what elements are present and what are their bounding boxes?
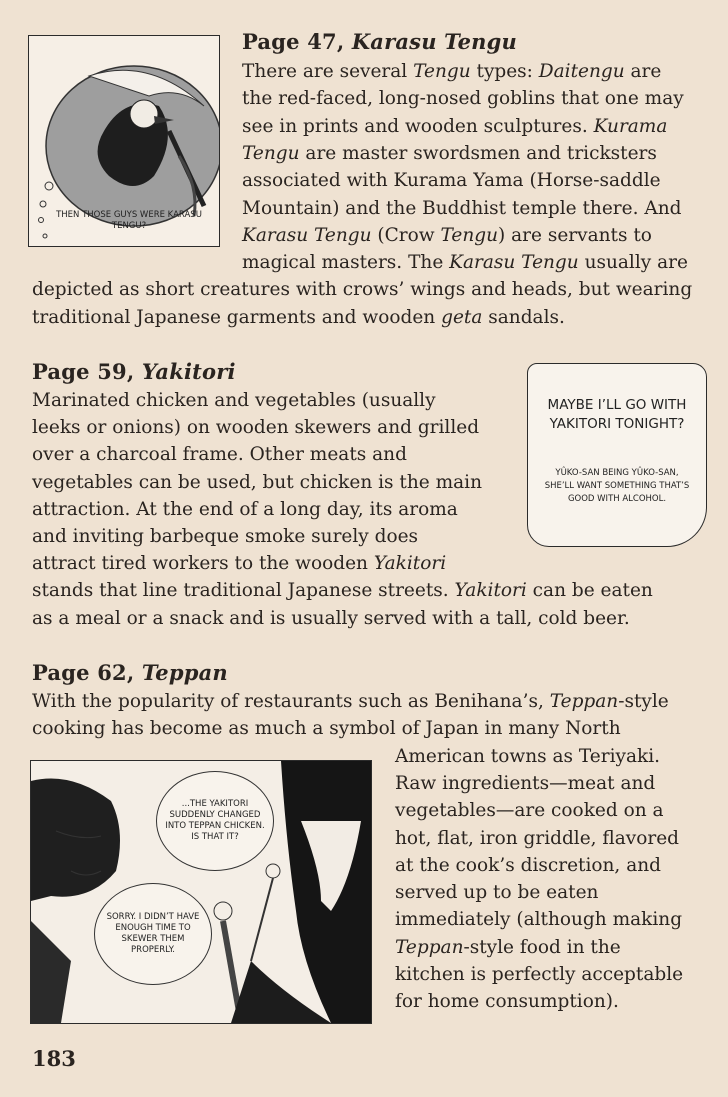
text-line: over a charcoal frame. Other meats and bbox=[32, 444, 407, 466]
text-line: Mountain) and the Buddhist temple there. And bbox=[242, 197, 682, 219]
text-line: traditional Japanese garments and wooden geta sandals. bbox=[32, 306, 565, 328]
text-line: magical masters. The Karasu Tengu usually are bbox=[242, 252, 688, 274]
teppan-bubble-1: ...THE YAKITORI SUDDENLY CHANGED INTO TEPPAN CHICKEN. IS THAT IT? bbox=[156, 771, 274, 871]
page-number: 183 bbox=[32, 1046, 76, 1071]
heading-prefix: Page 59, bbox=[32, 359, 142, 384]
text-line: With the popularity of restaurants such as Benihana’s, Teppan-style bbox=[32, 691, 669, 712]
italic-term: Teppan bbox=[549, 691, 619, 712]
text-line: see in prints and wooden sculptures. Kurama bbox=[242, 115, 668, 137]
yakitori-bubble-main: MAYBE I’LL GO WITH YAKITORI TONIGHT? bbox=[547, 397, 687, 432]
speech-bubble-yakitori bbox=[527, 363, 707, 547]
text-line: immediately (although making bbox=[395, 909, 683, 931]
tengu-caption: THEN THOSE GUYS WERE KARASU TENGU? bbox=[56, 210, 202, 231]
italic-term: Karasu Tengu bbox=[242, 224, 372, 246]
text-line: vegetables—are cooked on a bbox=[395, 800, 664, 822]
text-line: the red-faced, long-nosed goblins that one may bbox=[242, 88, 684, 110]
text-line: associated with Kurama Yama (Horse-saddle bbox=[242, 170, 661, 192]
italic-term: Yakitori bbox=[454, 580, 527, 602]
text-line: hot, flat, iron griddle, flavored bbox=[395, 827, 680, 849]
section-heading-teppan bbox=[32, 660, 228, 685]
text-line: Raw ingredients—meat and bbox=[395, 772, 656, 794]
text-line: cooking has become as much a symbol of Japan in many North bbox=[32, 718, 621, 740]
italic-term: Tengu bbox=[440, 224, 499, 246]
text-line: depicted as short creatures with crows’ wings and heads, but wearing bbox=[32, 279, 693, 301]
italic-term: Karasu Tengu bbox=[449, 252, 579, 274]
text-line: at the cook’s discretion, and bbox=[395, 854, 661, 876]
text-line: as a meal or a snack and is usually served with a tall, cold beer. bbox=[32, 607, 630, 629]
heading-prefix: Page 47, bbox=[242, 29, 352, 54]
text-line: attraction. At the end of a long day, its aroma bbox=[32, 498, 458, 520]
italic-term: Tengu bbox=[413, 61, 471, 82]
teppan-bubble-2: SORRY. I DIDN’T HAVE ENOUGH TIME TO SKEWER THEM PROPERLY. bbox=[94, 883, 212, 985]
heading-prefix: Page 62, bbox=[32, 660, 142, 685]
italic-term: Daitengu bbox=[538, 61, 625, 82]
italic-term: Tengu bbox=[242, 142, 300, 164]
heading-title: Teppan bbox=[141, 660, 228, 685]
italic-term: Yakitori bbox=[373, 553, 447, 575]
heading-title: Karasu Tengu bbox=[351, 29, 517, 54]
italic-term: geta bbox=[441, 306, 483, 328]
text-line: leeks or onions) on wooden skewers and grilled bbox=[32, 417, 480, 439]
text-line: vegetables can be used, but chicken is the main bbox=[32, 471, 483, 493]
italic-term: Teppan bbox=[395, 936, 464, 958]
text-line: Tengu are master swordsmen and tricksters bbox=[242, 142, 657, 164]
text-line: Teppan-style food in the bbox=[395, 936, 621, 958]
text-line: kitchen is perfectly acceptable bbox=[395, 964, 684, 985]
heading-title: Yakitori bbox=[141, 359, 236, 384]
section-heading-karasu-tengu bbox=[242, 29, 517, 54]
section-heading-yakitori bbox=[32, 359, 236, 384]
text-line: Karasu Tengu (Crow Tengu) are servants to bbox=[242, 224, 652, 246]
text-line: for home consumption). bbox=[395, 991, 619, 1013]
text-line: Marinated chicken and vegetables (usually bbox=[32, 390, 436, 411]
text-line: stands that line traditional Japanese streets. Yakitori can be eaten bbox=[32, 580, 653, 602]
text-line: attract tired workers to the wooden Yakitori bbox=[32, 553, 447, 575]
yakitori-bubble-sub: YÛKO-SAN BEING YÛKO-SAN, SHE’LL WANT SOMETHING THAT’S GOOD WITH ALCOHOL. bbox=[544, 468, 690, 505]
text-line: and inviting barbeque smoke surely does bbox=[32, 526, 419, 547]
manga-panel-tengu bbox=[28, 35, 220, 247]
italic-term: Kurama bbox=[593, 115, 668, 137]
text-line: There are several Tengu types: Daitengu are bbox=[242, 61, 662, 82]
text-line: American towns as Teriyaki. bbox=[395, 745, 660, 767]
text-line: served up to be eaten bbox=[395, 882, 599, 904]
manga-panel-teppan bbox=[30, 760, 372, 1024]
